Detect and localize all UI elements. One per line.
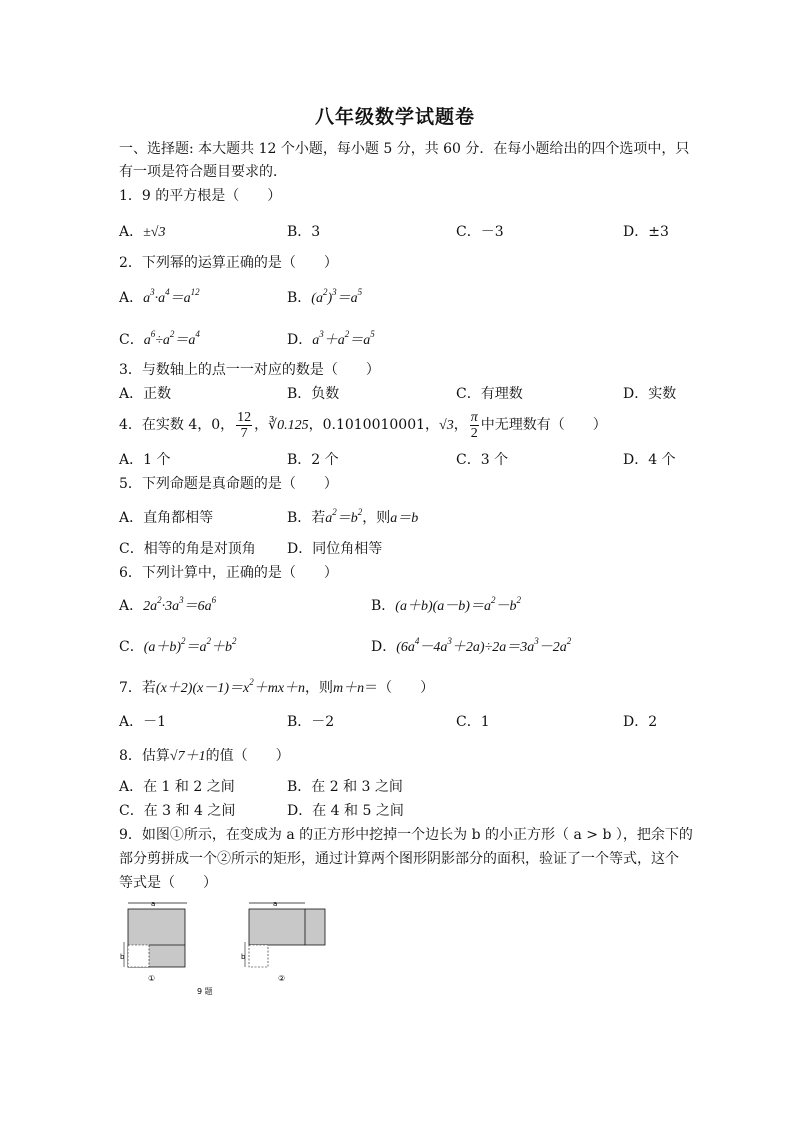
question-1-stem: 1．9 的平方根是（ ） xyxy=(119,188,282,204)
question-7-stem: 7．若$(x+2)(x-1)=x^2+mx+n$，则m＋n＝（ ） xyxy=(119,677,435,696)
figure-1-label-b: b xyxy=(120,953,125,961)
figure-1 xyxy=(120,900,187,983)
q8-option-c: C．在 3 和 4 之间 xyxy=(119,803,236,819)
q7-option-a: A．－1 xyxy=(119,714,167,730)
question-8-stem: 8．估算√7＋1的值（ ） xyxy=(119,748,290,764)
q1-option-a: A．±√3 xyxy=(119,224,166,240)
q5-option-a: A．直角都相等 xyxy=(119,510,214,526)
question-9-line1: 9．如图①所示，在变成为 a 的正方形中挖掉一个边长为 b 的小正方形（ a > b ），把余下的 xyxy=(119,827,693,843)
figure-1-label-a: a xyxy=(151,900,156,908)
q6-option-a: A．$2a^2\cdot 3a^3=6a^6$ xyxy=(119,595,217,614)
q3-option-b: B．负数 xyxy=(287,386,340,402)
q4-option-c: C．3 个 xyxy=(456,452,509,468)
figure-2-label-b: b xyxy=(241,953,246,961)
q4-option-a: A．1 个 xyxy=(119,452,171,468)
figure-2-label-a: a xyxy=(273,900,278,908)
section-instructions-line2: 有一项是符合题目要求的． xyxy=(119,164,287,180)
q1-option-d: D．±3 xyxy=(623,224,669,240)
question-9-line2: 部分剪拼成一个②所示的矩形，通过计算两个图形阴影部分的面积，验证了一个等式，这个 xyxy=(119,851,679,867)
figure-2 xyxy=(241,900,325,983)
q6-option-b: B．$(a+b)(a-b)=a^2-b^2$ xyxy=(371,595,521,614)
question-2-stem: 2．下列幂的运算正确的是（ ） xyxy=(119,255,338,271)
question-3-stem: 3．与数轴上的点一一对应的数是（ ） xyxy=(119,362,380,378)
q7-option-d: D．2 xyxy=(623,714,658,730)
figure-1-label: ① xyxy=(148,974,156,983)
page-title: 八年级数学试题卷 xyxy=(315,106,476,128)
q3-option-a: A．正数 xyxy=(119,386,172,402)
question-4-stem: 4．在实数 4，0， $\frac{12}{7}$ ，∛0.125，0.1010010001，√3， $\frac{\pi}{2}$ 中无理数有（ ） xyxy=(119,409,607,441)
q6-option-d: D．$(6a^4-4a^3+2a)\div 2a=3a^3-2a^2$ xyxy=(371,636,572,655)
question-6-stem: 6．下列计算中，正确的是（ ） xyxy=(119,565,338,581)
section-instructions-line1: 一、选择题: 本大题共 12 个小题，每小题 5 分，共 60 分．在每小题给出的四个选项中，只 xyxy=(119,141,690,157)
q4-option-b: B．2 个 xyxy=(287,452,339,468)
figure-2-label: ② xyxy=(278,974,286,983)
q5-option-b: B．若$a^2=b^2$，则a＝b xyxy=(287,507,419,526)
q6-option-c: C．$(a+b)^2=a^2+b^2$ xyxy=(119,636,237,655)
q2-option-b: B．$(a^2)^3=a^5$ xyxy=(287,287,363,306)
q2-option-a: A．$a^3\cdot a^4=a^{12}$ xyxy=(119,287,200,306)
q5-option-d: D．同位角相等 xyxy=(287,541,383,557)
figure-2-outline xyxy=(249,945,268,967)
q7-option-c: C．1 xyxy=(456,714,490,730)
q7-option-b: B．－2 xyxy=(287,714,335,730)
question-5-stem: 5．下列命题是真命题的是（ ） xyxy=(119,476,338,492)
figure-caption: 9 题 xyxy=(197,987,213,996)
q8-option-b: B．在 2 和 3 之间 xyxy=(287,779,403,795)
figure-2-shaded xyxy=(249,909,325,945)
q3-option-d: D．实数 xyxy=(623,386,677,402)
q1-option-c: C．－3 xyxy=(456,224,504,240)
q4-option-d: D．4 个 xyxy=(623,452,676,468)
q8-option-d: D．在 4 和 5 之间 xyxy=(287,803,404,819)
figure-1-cutout xyxy=(128,945,149,967)
q2-option-d: D．$a^3+a^2=a^5$ xyxy=(287,329,375,348)
q9-figure xyxy=(115,895,335,997)
q1-option-b: B．3 xyxy=(287,224,321,240)
q5-option-c: C．相等的角是对顶角 xyxy=(119,541,256,557)
q2-option-c: C．$a^6\div a^2=a^4$ xyxy=(119,329,200,348)
question-9-line3: 等式是（ ） xyxy=(119,875,217,891)
q3-option-c: C．有理数 xyxy=(456,386,523,402)
q8-option-a: A．在 1 和 2 之间 xyxy=(119,779,235,795)
